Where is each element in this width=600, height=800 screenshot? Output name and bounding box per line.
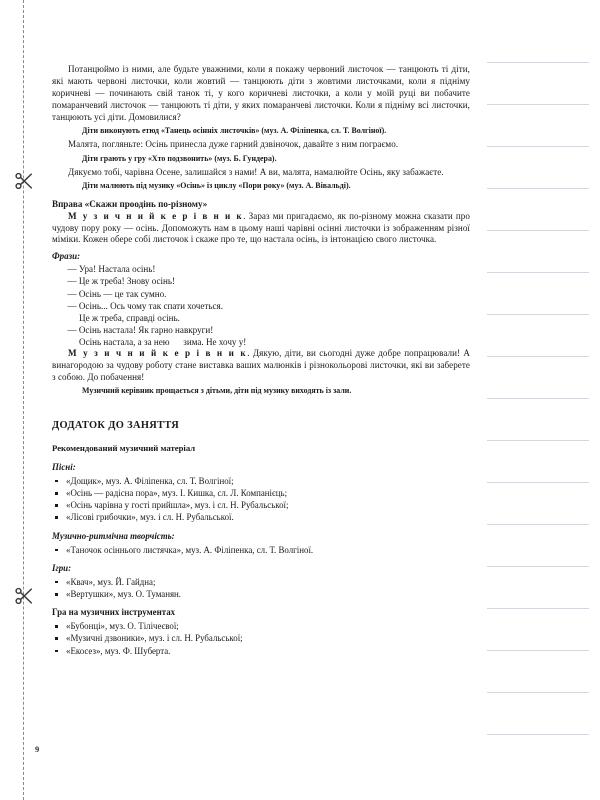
speaker-label-music-director: М у з и ч н и й к е р і в н и к bbox=[68, 210, 244, 221]
margin-rule-line bbox=[487, 104, 589, 105]
margin-rule-line bbox=[487, 692, 589, 693]
speaker-speech-1: . Зараз ми пригадаємо, як по-різному можна сказати про чудову пору року — осінь. Допоможуть нам в цьому наші чарівні осінні листочки із зображенням різної міміки. Кожен обере собі листочок і скаже про те, що настала осінь, із інтонацією свого листочка. bbox=[52, 210, 471, 245]
list-item: «Екосез», муз. Ф. Шуберта. bbox=[52, 645, 470, 657]
margin-rule-line bbox=[487, 566, 589, 567]
stage-direction-drawing: Діти малюють під музику «Осінь» із циклу «Пори року» (муз. А. Вівальді). bbox=[82, 181, 351, 191]
appendix-group-label: Пісні: bbox=[52, 461, 76, 472]
phrase-item: — Осінь... Ось чому так спати хочеться. bbox=[67, 300, 224, 311]
exercise-heading: Вправа «Скажи проодінь по-різному» bbox=[52, 198, 208, 209]
appendix-group-list bbox=[52, 576, 470, 600]
ruled-note-margin bbox=[487, 62, 589, 752]
stage-direction-game: Діти грають у гру «Хто подзвонить» (муз. Б. Гундера). bbox=[82, 153, 277, 163]
list-item: «Бубонці», муз. О. Тілічеєвої; bbox=[52, 620, 470, 632]
margin-rule-line bbox=[487, 398, 589, 399]
list-item: «Квач», муз. Й. Гайдна; bbox=[52, 576, 470, 588]
margin-rule-line bbox=[487, 62, 589, 63]
list-item: «Осінь чарівна у гості прийшла», муз. і сл. Н. Рубальської; bbox=[52, 499, 470, 511]
speaker-speech-2: . Дякую, діти, ви сьогодні дуже добре попрацювали! А винагородою за чудову роботу стане виставка ваших малюнків і різнокольорові листочки, які ви заберете з собою. До побачення! bbox=[52, 348, 471, 382]
margin-rule-line bbox=[487, 482, 589, 483]
phrase-item: — Осінь настала! Як гарно навкруги! bbox=[67, 324, 214, 335]
appendix-group-list bbox=[52, 620, 470, 657]
stage-direction-etude: Діти виконують етюд «Танець осінніх листочків» (муз. А. Філіпенка, сл. Т. Волгіної). bbox=[82, 126, 387, 136]
dashed-cut-line bbox=[23, 0, 24, 800]
list-item: «Таночок осіннього листячка», муз. А. Філіпенка, сл. Т. Волгіної. bbox=[52, 544, 470, 556]
paragraph-bell: Малята, погляньте: Осінь принесла дуже гарний дзвіночок, давайте з ним пограємо. bbox=[68, 139, 399, 150]
phrase-item: — Це ж треба! Знову осінь! bbox=[67, 276, 176, 287]
scissors-icon bbox=[13, 585, 35, 607]
margin-rule-line bbox=[487, 230, 589, 231]
margin-rule-line bbox=[487, 734, 589, 735]
appendix-title: ДОДАТОК ДО ЗАНЯТТЯ bbox=[52, 419, 180, 431]
paragraph-music-director-1 bbox=[52, 211, 470, 247]
paragraph-thanks-autumn: Дякуємо тобі, чарівна Осене, залишайся з нами! А ви, малята, намалюйте Осінь, яку забажаєте. bbox=[68, 166, 444, 177]
appendix-group-label: Гра на музичних інструментах bbox=[52, 607, 176, 618]
margin-rule-line bbox=[487, 650, 589, 651]
list-item: «Дощик», муз. А. Філіпенка, сл. Т. Волгіної; bbox=[52, 475, 470, 487]
margin-rule-line bbox=[487, 314, 589, 315]
margin-rule-line bbox=[487, 524, 589, 525]
margin-rule-line bbox=[487, 272, 589, 273]
appendix-group-list bbox=[52, 475, 470, 524]
phrase-continuation: Це ж треба, справді осінь. bbox=[79, 312, 180, 323]
margin-rule-line bbox=[487, 188, 589, 189]
margin-rule-line bbox=[487, 440, 589, 441]
list-item: «Осінь — радісна пора», муз. І. Кишка, сл. Л. Компанієць; bbox=[52, 487, 470, 499]
appendix-group-label: Музично-ритмічна творчість: bbox=[52, 530, 175, 541]
page-number: 9 bbox=[35, 744, 40, 754]
phrases-label: Фрази: bbox=[52, 251, 81, 262]
list-item: «Лісові грибочки», муз. і сл. Н. Рубальської. bbox=[52, 511, 470, 523]
list-item: «Музичні дзвоники», муз. і сл. Н. Рубальської; bbox=[52, 632, 470, 644]
paragraph-music-director-2 bbox=[52, 348, 470, 384]
margin-rule-line bbox=[487, 356, 589, 357]
scissors-icon bbox=[13, 170, 35, 192]
appendix-subtitle: Рекомендований музичний матеріал bbox=[52, 442, 196, 453]
list-item: «Вертушки», муз. О. Туманян. bbox=[52, 588, 470, 600]
stage-direction-farewell: Музичний керівник прощається з дітьми, діти під музику виходять із зали. bbox=[82, 386, 352, 396]
phrase-continuation: Осінь настала, а за нею зима. Не хочу у! bbox=[79, 336, 247, 347]
margin-rule-line bbox=[487, 146, 589, 147]
speaker-label-music-director: М у з и ч н и й к е р і в н и к bbox=[68, 348, 248, 358]
appendix-group-list bbox=[52, 544, 470, 556]
paragraph-dance-instructions: Потанцюймо із ними, але будьте уважними, коли я покажу червоний листочок — танцюють ті діти, які мають червоні листочки, коли жовтий — танцюють діти з жовтими листочками, коли я підніму коричневі — починають свій танок ті, у кого коричневі листочки, а коли у моїй руці ви побачите помаранчевий листочок — танцюють ті діти, у яких помаранчеві листочки. Коли я підніму всі листочки, танцюють усі діти. Домовилися? bbox=[52, 64, 470, 122]
appendix-group-label: Ігри: bbox=[52, 562, 72, 573]
phrase-item: — Ура! Настала осінь! bbox=[67, 264, 156, 275]
appendix-groups bbox=[52, 461, 470, 657]
phrase-item: — Осінь — це так сумно. bbox=[67, 288, 167, 299]
text-column bbox=[52, 64, 470, 659]
margin-rule-line bbox=[487, 608, 589, 609]
